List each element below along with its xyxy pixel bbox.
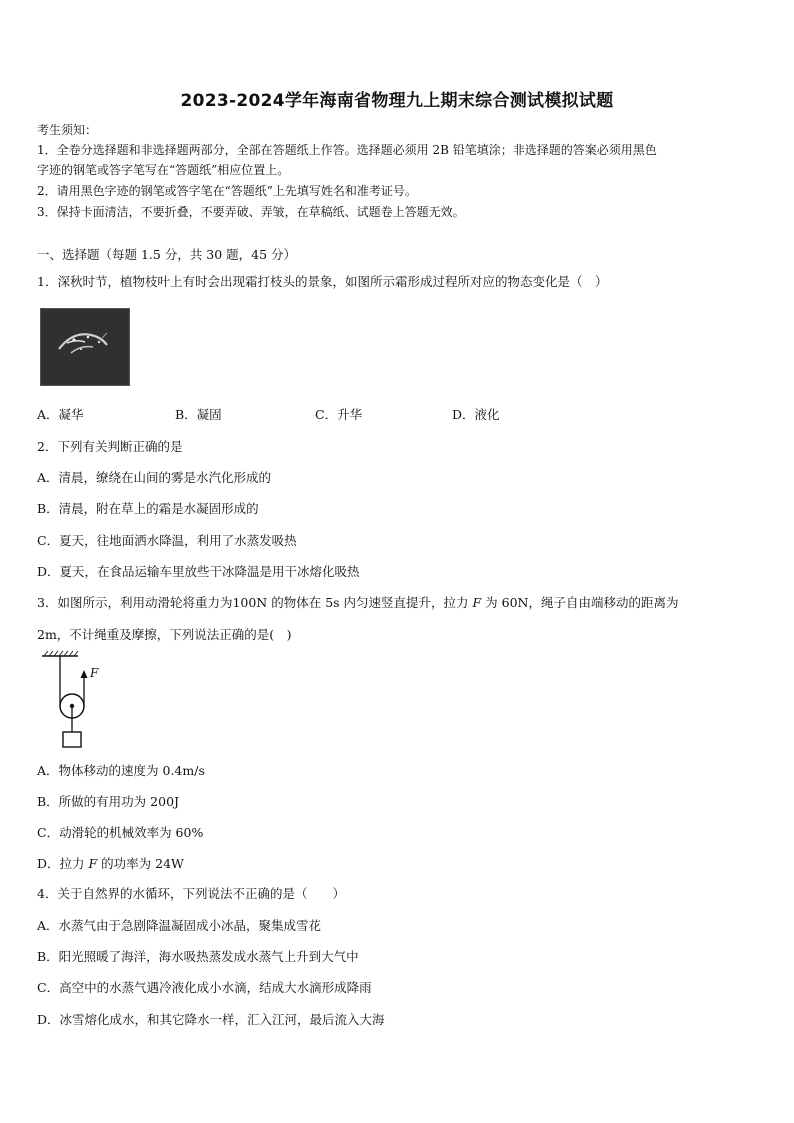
q2-option-c: C．夏天，往地面洒水降温，利用了水蒸发吸热 [37, 533, 297, 548]
q4-option-c: C．高空中的水蒸气遇冷液化成小水滴，结成大水滴形成降雨 [37, 980, 372, 995]
q3-stem-part-b: 为 60N，绳子自由端移动的距离为 [481, 595, 679, 610]
q2-option-d: D．夏天，在食品运输车里放些干冰降温是用干冰熔化吸热 [37, 564, 360, 579]
q2-option-b: B．清晨，附在草上的霜是水凝固形成的 [37, 501, 259, 516]
q3-stem-force-var: F [472, 595, 482, 610]
q3-stem-line-2: 2m，不计绳重及摩擦，下列说法正确的是( ) [37, 627, 292, 642]
pulley-force-label: F [90, 666, 99, 680]
q1-option-b: B．凝固 [175, 407, 222, 422]
q2-option-a: A．清晨，缭绕在山间的雾是水汽化形成的 [37, 470, 272, 485]
q1-option-d: D．液化 [452, 407, 500, 422]
movable-pulley-figure [40, 650, 110, 750]
q1-option-a: A．凝华 [37, 407, 84, 422]
q3-option-d [37, 854, 184, 872]
section-heading: 一、选择题（每题 1.5 分，共 30 题，45 分） [37, 247, 297, 262]
q1-options [37, 405, 557, 423]
q1-option-c: C．升华 [315, 407, 363, 422]
pulley-diagram [40, 650, 110, 750]
q4-option-b: B．阳光照暖了海洋，海水吸热蒸发成水蒸气上升到大气中 [37, 949, 359, 964]
q3-option-c: C．动滑轮的机械效率为 60% [37, 825, 204, 840]
notice-item-1-line-2: 字迹的钢笔或答字笔写在“答题纸”相应位置上。 [37, 163, 290, 177]
frost-branch-image [41, 309, 129, 385]
q3-option-b: B．所做的有用功为 200J [37, 794, 180, 809]
notice-heading: 考生须知： [37, 123, 98, 137]
q3-stem-line-1 [37, 593, 679, 611]
q3-option-a: A．物体移动的速度为 0.4m/s [37, 763, 205, 778]
q4-option-d: D．冰雪熔化成水，和其它降水一样，汇入江河，最后流入大海 [37, 1012, 385, 1027]
notice-item-2: 2．请用黑色字迹的钢笔或答字笔在“答题纸”上先填写姓名和准考证号。 [37, 184, 417, 198]
q3-option-d-part-b: 的功率为 24W [97, 856, 184, 871]
q3-stem-part-a: 3．如图所示，利用动滑轮将重力为100N 的物体在 5s 内匀速竖直提升，拉力 [37, 595, 473, 610]
notice-item-1-line-1: 1．全卷分选择题和非选择题两部分，全部在答题纸上作答。选择题必须用 2B 铅笔填涂；非选择题的答案必须用黑色 [37, 143, 657, 157]
page-title: 2023-2024学年海南省物理九上期末综合测试模拟试题 [180, 91, 614, 111]
q4-option-a: A．水蒸气由于急剧降温凝固成小冰晶，聚集成雪花 [37, 918, 322, 933]
q4-stem: 4．关于自然界的水循环，下列说法不正确的是（ ） [37, 886, 345, 901]
notice-item-3: 3．保持卡面清洁，不要折叠，不要弄破、弄皱，在草稿纸、试题卷上答题无效。 [37, 205, 465, 219]
q2-stem: 2．下列有关判断正确的是 [37, 439, 183, 454]
q3-option-d-force-var: F [88, 856, 98, 871]
q3-option-d-part-a: D．拉力 [37, 856, 89, 871]
q1-stem: 1．深秋时节，植物枝叶上有时会出现霜打枝头的景象，如图所示霜形成过程所对应的物态变化是（ ） [37, 274, 608, 289]
frost-photo [40, 308, 130, 386]
